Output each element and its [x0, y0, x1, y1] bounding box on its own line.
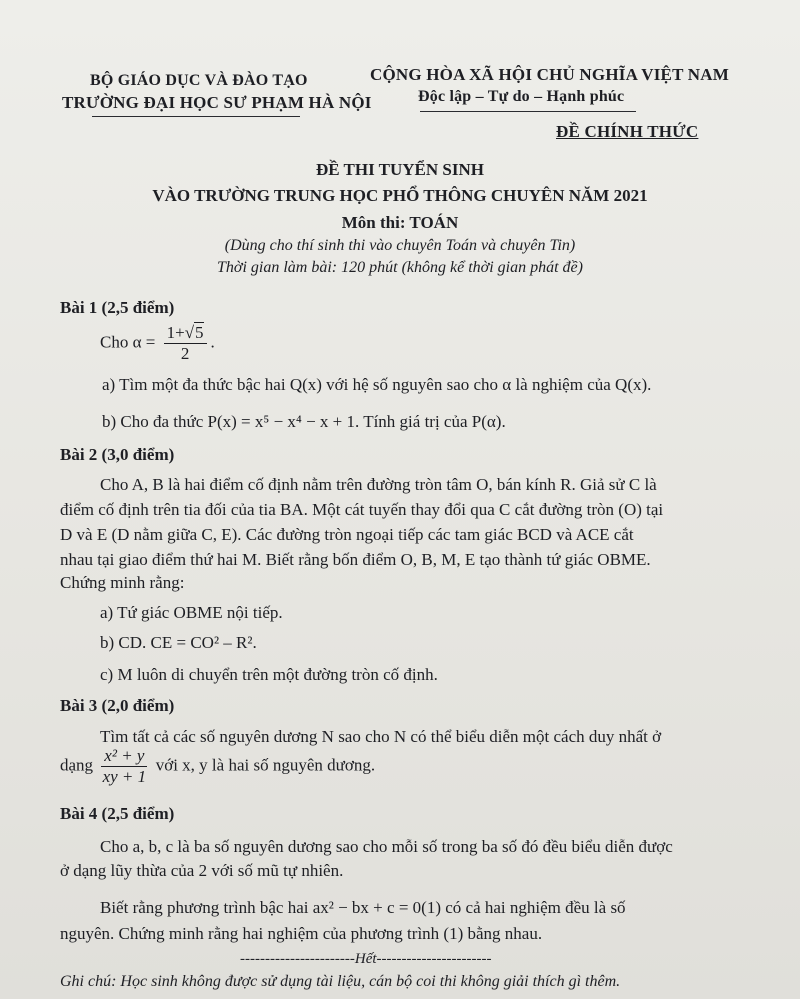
- bai1-part-b: b) Cho đa thức P(x) = x⁵ − x⁴ − x + 1. Tính giá trị của P(α).: [102, 412, 506, 431]
- footer-note: Ghi chú: Học sinh không được sử dụng tài liệu, cán bộ coi thi không giải thích gì thêm.: [60, 973, 621, 990]
- bai2-part-b: b) CD. CE = CO² – R².: [100, 633, 257, 652]
- bai1-heading: Bài 1 (2,5 điểm): [60, 298, 175, 317]
- exam-time: Thời gian làm bài: 120 phút (không kể thời gian phát đề): [217, 259, 583, 276]
- bai2-line-3: D và E (D nằm giữa C, E). Các đường tròn ngoại tiếp các tam giác BCD và ACE cắt: [60, 525, 634, 544]
- bai3-fraction-numerator: x² + y: [101, 746, 147, 767]
- bai4-heading: Bài 4 (2,5 điểm): [60, 804, 175, 823]
- country-name: CỘNG HÒA XÃ HỘI CHỦ NGHĨA VIỆT NAM: [370, 65, 729, 84]
- bai4-line-4: nguyên. Chứng minh rằng hai nghiệm của phương trình (1) bằng nhau.: [60, 924, 543, 943]
- exam-target-note: (Dùng cho thí sinh thi vào chuyên Toán và chuyên Tin): [224, 237, 576, 254]
- bai3-fraction: [101, 746, 147, 787]
- bai2-line-4: nhau tại giao điểm thứ hai M. Biết rằng bốn điểm O, B, M, E tạo thành tứ giác OBME.: [60, 550, 651, 569]
- exam-subject: Môn thi: TOÁN: [341, 213, 459, 232]
- official-label: ĐỀ CHÍNH THỨC: [556, 122, 699, 141]
- alpha-fraction: $\frac{1+√5}{2}$: [164, 323, 207, 364]
- bai2-line-5: Chứng minh rằng:: [60, 573, 185, 592]
- bai2-heading: Bài 2 (3,0 điểm): [60, 445, 175, 464]
- exam-title-school: VÀO TRƯỜNG TRUNG HỌC PHỔ THÔNG CHUYÊN NĂM 2021: [152, 186, 648, 205]
- bai3-tail: với x, y là hai số nguyên dương.: [155, 755, 376, 775]
- alpha-numerator-sqrt: 5: [195, 323, 204, 342]
- bai4-line-1: Cho a, b, c là ba số nguyên dương sao cho mỗi số trong ba số đó đều biểu diễn được: [100, 837, 673, 856]
- bai4-line-2: ở dạng lũy thừa của 2 với số mũ tự nhiên.: [60, 861, 344, 880]
- bai1-given-prefix: Cho α =: [100, 332, 156, 352]
- alpha-numerator-1: 1+: [166, 323, 185, 342]
- bai2-part-c: c) M luôn di chuyển trên một đường tròn cố định.: [100, 665, 438, 684]
- bai4-line-3: Biết rằng phương trình bậc hai ax² − bx + c = 0(1) có cả hai nghiệm đều là số: [100, 898, 626, 917]
- bai2-line-1: Cho A, B là hai điểm cố định nằm trên đường tròn tâm O, bán kính R. Giả sử C là: [100, 475, 657, 494]
- bai3-fraction-denominator: xy + 1: [102, 767, 147, 786]
- header-right-underline: [420, 111, 636, 112]
- bai2-line-2: điểm cố định trên tia đối của tia BA. Một cát tuyến thay đổi qua C cắt đường tròn (O) tại: [60, 500, 664, 519]
- university-name: TRƯỜNG ĐẠI HỌC SƯ PHẠM HÀ NỘI: [62, 93, 372, 112]
- alpha-denominator: 2: [180, 344, 190, 363]
- ministry-name: BỘ GIÁO DỤC VÀ ĐÀO TẠO: [90, 72, 308, 89]
- bai3-line-2: [60, 746, 375, 787]
- bai1-given: Cho α = $\frac{1+√5}{2}$ .: [100, 323, 215, 363]
- header-left-underline: [92, 116, 300, 117]
- exam-title: ĐỀ THI TUYỂN SINH: [315, 160, 484, 179]
- bai3-dang: dạng: [60, 755, 94, 775]
- bai1-part-a: a) Tìm một đa thức bậc hai Q(x) với hệ số nguyên sao cho α là nghiệm của Q(x).: [102, 375, 652, 394]
- bai3-line-1: Tìm tất cả các số nguyên dương N sao cho N có thể biểu diễn một cách duy nhất ở: [100, 727, 662, 746]
- country-motto: Độc lập – Tự do – Hạnh phúc: [418, 88, 625, 105]
- end-marker: -----------------------Hết-----------------------: [240, 951, 492, 967]
- bai2-part-a: a) Tứ giác OBME nội tiếp.: [100, 603, 283, 622]
- bai3-heading: Bài 3 (2,0 điểm): [60, 696, 175, 715]
